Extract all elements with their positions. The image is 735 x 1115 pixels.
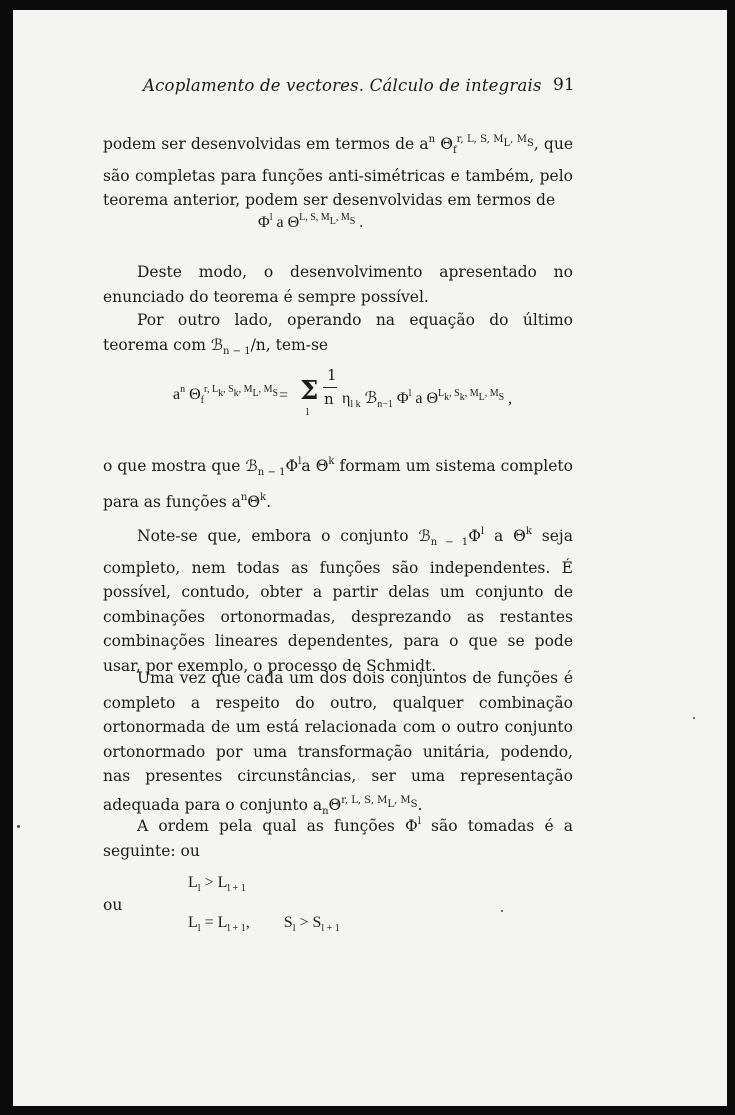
equals-sign: = xyxy=(279,387,289,404)
fraction-denominator: n xyxy=(324,390,334,408)
sigma-symbol: Σ xyxy=(300,376,319,406)
equation-rhs: $\eta_{l k}$ ℬ$_{n-1}$ $\Phi^l$ a $\Theta^{Lk, Sk, ML, MS}$ , xyxy=(342,388,513,410)
condition-2: $L_l = L_{l + 1}$, $S_l > S_{l + 1}$ xyxy=(188,914,340,934)
condition-1: $L_l > L_{l + 1}$ xyxy=(188,874,246,894)
condition-or: ou xyxy=(103,896,123,914)
paragraph-1: podem ser desenvolvidas em termos de $a^n$ $\Theta_f^{r, L, S, ML, MS}$, que são completas para funções anti-simétricas e também, pelo teorema anterior, podem ser desenvolvidas em termos de xyxy=(103,134,574,209)
paragraph-2: Deste modo, o desenvolvimento apresentado no enunciado do teorema é sempre possível. xyxy=(103,263,573,306)
sigma-index: l xyxy=(306,408,309,418)
page-number: 91 xyxy=(553,75,575,95)
paragraph-6: Uma vez que cada um dos dois conjuntos de funções é completo a respeito do outro, qualquer combinação ortonormada de um está relacionada com o outro conjunto ortonormado por uma transformação unitária, podendo, nas presentes circunstâncias, ser uma representação adequada para o conjunto $a_n\Theta^{r, L, S, ML, MS}$. xyxy=(103,669,573,817)
header-title: Acoplamento de vectores. Cálculo de integrais xyxy=(143,76,542,95)
book-page xyxy=(13,10,727,1106)
running-header xyxy=(143,76,542,95)
paragraph-5: Note-se que, embora o conjunto $ℬ_{n - 1}\Phi^l$ a $\Theta^k$ seja completo, nem todas as funções são independentes. É possível, contudo, obter a partir delas um conjunto de combinações ortonormadas, desprezando as restantes combinações lineares dependentes, para o que se pode usar, por exemplo, o processo de Schmidt. xyxy=(103,526,573,675)
paper-speck xyxy=(17,825,20,828)
paper-speck xyxy=(501,910,503,912)
paper-speck xyxy=(693,717,695,719)
fraction-bar xyxy=(323,387,337,388)
paragraph-7: A ordem pela qual as funções $\Phi^l$ são tomadas é a seguinte: ou xyxy=(103,816,573,860)
equation-lhs: $a^n$ $\Theta_f^{r, Lk, Sk, ML, MS}$ xyxy=(173,384,279,406)
fraction-numerator: 1 xyxy=(327,366,337,384)
paragraph-3: Por outro lado, operando na equação do último teorema com ℬ$_{n - 1}$/n, tem-se xyxy=(103,311,573,357)
paragraph-4: o que mostra que $ℬ_{n - 1}\Phi^la$ $\Theta^k$ formam um sistema completo para as funções $a^n\Theta^k$. xyxy=(103,456,573,511)
equation-phi: $\Phi^l$ a $\Theta^{L, S, ML, MS}$ . xyxy=(258,212,364,231)
